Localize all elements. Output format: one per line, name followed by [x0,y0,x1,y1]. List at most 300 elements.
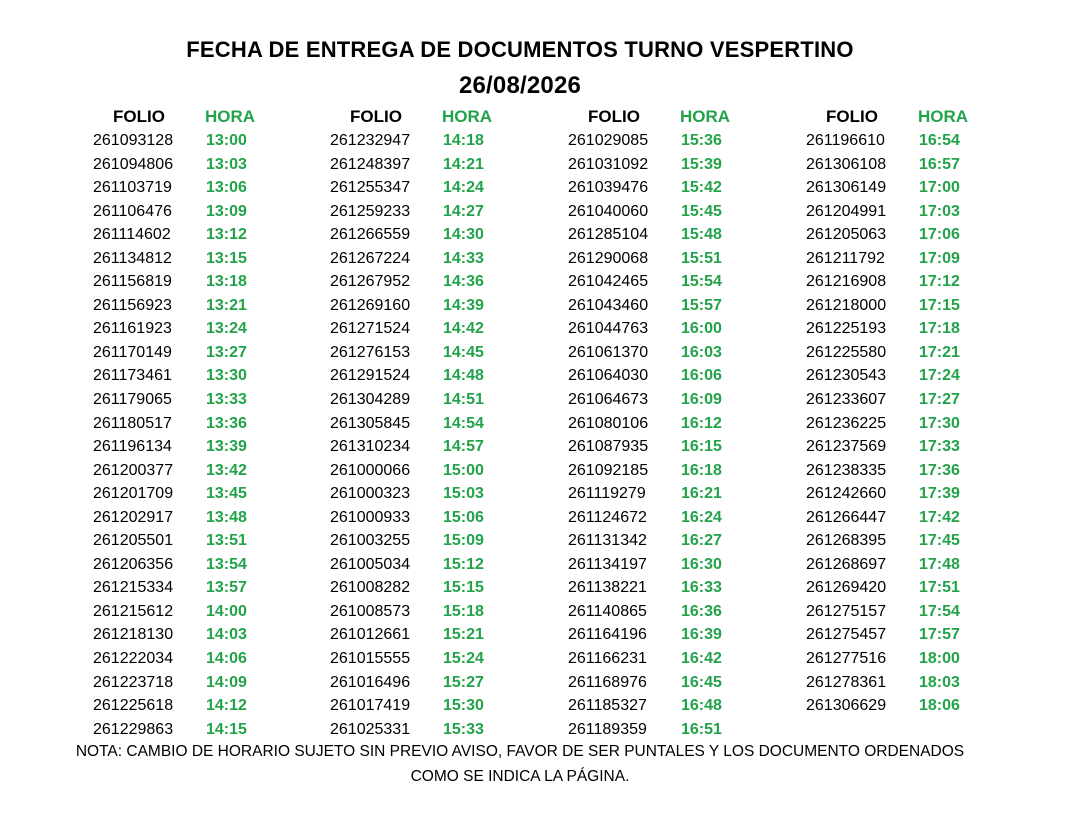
schedule-row [330,364,560,388]
hora-value: 14:54 [443,414,484,432]
schedule-row [330,200,560,224]
schedule-column-4 [806,107,1036,718]
schedule-row [568,364,798,388]
hora-value: 17:51 [919,579,960,597]
schedule-row [806,247,1036,271]
hora-value: 17:27 [919,391,960,409]
schedule-row [806,200,1036,224]
schedule-row [93,553,323,577]
hora-value: 17:45 [919,532,960,550]
folio-header: FOLIO [826,107,878,126]
folio-value: 261064030 [568,367,649,385]
hora-value: 13:48 [206,508,247,526]
hora-value: 15:18 [443,602,484,620]
schedule-rows [330,129,560,741]
hora-value: 13:45 [206,485,247,503]
schedule-row [806,553,1036,577]
folio-value: 261275157 [806,602,887,620]
hora-value: 18:06 [919,697,960,715]
schedule-row [806,317,1036,341]
folio-value: 261268697 [806,555,887,573]
folio-header: FOLIO [113,107,165,126]
hora-value: 16:27 [681,532,722,550]
schedule-row [806,153,1036,177]
folio-value: 261044763 [568,320,649,338]
schedule-row [93,317,323,341]
schedule-row [330,506,560,530]
schedule-row [568,153,798,177]
hora-value: 15:27 [443,673,484,691]
hora-value: 14:27 [443,202,484,220]
hora-header: HORA [442,107,493,126]
hora-value: 18:03 [919,673,960,691]
note-line-1: NOTA: CAMBIO DE HORARIO SUJETO SIN PREVIO AVISO, FAVOR DE SER PUNTALES Y LOS DOCUMENTO ORDENADOS [75,743,965,760]
schedule-row [806,482,1036,506]
schedule-row [93,200,323,224]
folio-value: 261304289 [330,391,411,409]
schedule-row [806,576,1036,600]
folio-value: 261179065 [93,391,172,409]
folio-value: 261211792 [806,249,885,267]
hora-value: 16:48 [681,697,722,715]
hora-value: 13:39 [206,438,247,456]
hora-value: 14:33 [443,249,484,267]
schedule-row [568,176,798,200]
hora-value: 16:45 [681,673,722,691]
schedule-row [330,129,560,153]
folio-value: 261205501 [93,532,174,550]
folio-value: 261173461 [93,367,172,385]
hora-value: 14:39 [443,296,484,314]
folio-value: 261164196 [568,626,647,644]
folio-value: 261031092 [568,155,649,173]
hora-value: 17:30 [919,414,960,432]
hora-value: 14:42 [443,320,484,338]
folio-value: 261230543 [806,367,887,385]
hora-value: 16:18 [681,461,722,479]
hora-header: HORA [680,107,731,126]
schedule-row [93,671,323,695]
hora-value: 17:39 [919,485,960,503]
schedule-row [806,176,1036,200]
schedule-row [806,694,1036,718]
folio-value: 261189359 [568,720,647,738]
schedule-row [330,553,560,577]
folio-header: FOLIO [588,107,640,126]
schedule-row [568,576,798,600]
schedule-row [568,223,798,247]
hora-value: 14:12 [206,697,247,715]
schedule-row [806,412,1036,436]
folio-header: FOLIO [350,107,402,126]
hora-value: 14:18 [443,132,484,149]
hora-value: 16:09 [681,391,722,409]
hora-value: 13:12 [206,226,247,244]
folio-value: 261134812 [93,249,172,267]
hora-value: 14:30 [443,226,484,244]
schedule-row [93,529,323,553]
hora-value: 17:18 [919,320,960,338]
folio-value: 261008282 [330,579,411,597]
hora-value: 13:42 [206,461,247,479]
schedule-row [568,718,798,742]
hora-value: 17:36 [919,461,960,479]
folio-value: 261200377 [93,461,174,479]
schedule-row [330,153,560,177]
schedule-row [330,718,560,742]
hora-value: 14:15 [206,720,247,738]
folio-value: 261291524 [330,367,411,385]
schedule-row [806,459,1036,483]
hora-value: 14:51 [443,391,484,409]
schedule-row [568,482,798,506]
folio-value: 261134197 [568,555,647,573]
folio-value: 261222034 [93,650,174,668]
hora-value: 17:00 [919,179,960,197]
hora-value: 15:24 [443,650,484,668]
folio-value: 261206356 [93,555,174,573]
hora-value: 14:36 [443,273,484,291]
folio-value: 261236225 [806,414,887,432]
folio-value: 261259233 [330,202,411,220]
folio-value: 261180517 [93,414,172,432]
schedule-row [806,270,1036,294]
folio-value: 261092185 [568,461,649,479]
schedule-row [806,364,1036,388]
hora-value: 13:00 [206,132,247,149]
folio-value: 261156819 [93,273,172,291]
hora-value: 13:21 [206,296,247,314]
hora-value: 14:57 [443,438,484,456]
schedule-row [93,459,323,483]
folio-value: 261277516 [806,650,887,668]
schedule-row [806,341,1036,365]
folio-value: 261000323 [330,485,411,503]
hora-value: 17:48 [919,555,960,573]
folio-value: 261306108 [806,155,887,173]
hora-value: 17:33 [919,438,960,456]
hora-value: 14:06 [206,650,247,668]
folio-value: 261106476 [93,202,172,220]
hora-value: 15:54 [681,273,722,291]
hora-value: 16:15 [681,438,722,456]
hora-value: 15:15 [443,579,484,597]
folio-value: 261266559 [330,226,411,244]
hora-value: 13:33 [206,391,247,409]
folio-value: 261225193 [806,320,887,338]
schedule-row [93,435,323,459]
folio-value: 261124672 [568,508,647,526]
schedule-column-2 [330,107,560,741]
schedule-row [93,129,323,153]
folio-value: 261040060 [568,202,649,220]
hora-value: 15:30 [443,697,484,715]
column-header [806,107,1036,129]
hora-value: 16:54 [919,132,960,149]
schedule-row [568,341,798,365]
schedule-row [568,435,798,459]
schedule-row [93,482,323,506]
hora-value: 14:24 [443,179,484,197]
folio-value: 261000933 [330,508,411,526]
folio-value: 261202917 [93,508,174,526]
folio-value: 261306629 [806,697,887,715]
schedule-row [330,270,560,294]
schedule-row [330,600,560,624]
hora-value: 14:03 [206,626,247,644]
folio-value: 261275457 [806,626,887,644]
hora-value: 13:51 [206,532,247,550]
schedule-row [93,623,323,647]
schedule-row [330,694,560,718]
schedule-row [330,412,560,436]
hora-value: 16:36 [681,602,722,620]
hora-value: 16:21 [681,485,722,503]
hora-value: 13:27 [206,343,247,361]
folio-value: 261196134 [93,438,172,456]
hora-value: 15:21 [443,626,484,644]
hora-value: 17:54 [919,602,960,620]
delivery-date: 26/08/2026 [458,72,582,99]
folio-value: 261094806 [93,155,174,173]
hora-value: 17:15 [919,296,960,314]
hora-value: 15:42 [681,179,722,197]
column-header [568,107,798,129]
schedule-row [568,412,798,436]
schedule-row [330,294,560,318]
hora-value: 15:09 [443,532,484,550]
schedule-row [330,482,560,506]
folio-value: 261306149 [806,179,887,197]
folio-value: 261042465 [568,273,649,291]
hora-value: 14:45 [443,343,484,361]
schedule-row [93,223,323,247]
schedule-row [330,435,560,459]
note-line-2: COMO SE INDICA LA PÁGINA. [410,768,630,785]
hora-value: 13:03 [206,155,247,173]
folio-value: 261114602 [93,226,171,244]
folio-value: 261138221 [568,579,647,597]
schedule-row [568,506,798,530]
folio-value: 261185327 [568,697,647,715]
hora-value: 15:36 [681,132,722,149]
hora-value: 17:57 [919,626,960,644]
schedule-row [568,294,798,318]
hora-value: 16:12 [681,414,722,432]
schedule-row [93,718,323,742]
folio-value: 261201709 [93,485,174,503]
folio-value: 261269420 [806,579,887,597]
hora-value: 13:54 [206,555,247,573]
folio-value: 261278361 [806,673,887,691]
folio-value: 261242660 [806,485,887,503]
schedule-row [568,317,798,341]
hora-value: 13:18 [206,273,247,291]
hora-value: 14:21 [443,155,484,173]
hora-value: 16:51 [681,720,722,738]
hora-value: 14:48 [443,367,484,385]
schedule-column-3 [568,107,798,741]
folio-value: 261156923 [93,296,172,314]
hora-value: 18:00 [919,650,960,668]
schedule-row [568,388,798,412]
hora-value: 14:09 [206,673,247,691]
schedule-row [330,317,560,341]
schedule-row [330,176,560,200]
folio-value: 261267952 [330,273,411,291]
schedule-row [93,364,323,388]
schedule-row [806,529,1036,553]
folio-value: 261168976 [568,673,647,691]
folio-value: 261290068 [568,249,649,267]
schedule-row [806,671,1036,695]
hora-value: 17:42 [919,508,960,526]
column-header [330,107,560,129]
folio-value: 261269160 [330,296,411,314]
hora-value: 14:00 [206,602,247,620]
schedule-row [93,247,323,271]
hora-value: 15:39 [681,155,722,173]
folio-value: 261140865 [568,602,647,620]
schedule-row [568,623,798,647]
schedule-row [806,623,1036,647]
schedule-row [330,341,560,365]
folio-value: 261003255 [330,532,411,550]
folio-value: 261266447 [806,508,887,526]
hora-value: 15:12 [443,555,484,573]
schedule-row [93,294,323,318]
schedule-row [330,388,560,412]
schedule-row [806,647,1036,671]
hora-header: HORA [205,107,256,126]
folio-value: 261229863 [93,720,174,738]
hora-value: 15:00 [443,461,484,479]
folio-value: 261310234 [330,438,411,456]
hora-value: 16:30 [681,555,722,573]
schedule-row [568,600,798,624]
schedule-row [568,671,798,695]
hora-value: 17:24 [919,367,960,385]
folio-value: 261233607 [806,391,887,409]
schedule-row [568,553,798,577]
schedule-row [93,647,323,671]
schedule-row [330,576,560,600]
folio-value: 261271524 [330,320,411,338]
schedule-row [806,388,1036,412]
hora-header: HORA [918,107,969,126]
schedule-row [93,412,323,436]
schedule-column-1 [93,107,323,741]
column-header [93,107,323,129]
schedule-row [93,694,323,718]
folio-value: 261166231 [568,650,647,668]
folio-value: 261237569 [806,438,887,456]
folio-value: 261005034 [330,555,411,573]
folio-value: 261215334 [93,579,174,597]
schedule-row [93,341,323,365]
folio-value: 261218000 [806,296,887,314]
hora-value: 15:03 [443,485,484,503]
folio-value: 261087935 [568,438,649,456]
folio-value: 261204991 [806,202,887,220]
folio-value: 261196610 [806,132,885,149]
schedule-row [330,647,560,671]
hora-value: 13:09 [206,202,247,220]
folio-value: 261238335 [806,461,887,479]
schedule-row [568,129,798,153]
folio-value: 261025331 [330,720,411,738]
schedule-row [330,247,560,271]
folio-value: 261016496 [330,673,411,691]
folio-value: 261216908 [806,273,887,291]
folio-value: 261232947 [330,132,411,149]
schedule-row [330,623,560,647]
hora-value: 13:24 [206,320,247,338]
hora-value: 16:00 [681,320,722,338]
schedule-row [93,176,323,200]
hora-value: 16:42 [681,650,722,668]
folio-value: 261255347 [330,179,411,197]
folio-value: 261029085 [568,132,649,149]
schedule-row [806,435,1036,459]
folio-value: 261268395 [806,532,887,550]
folio-value: 261285104 [568,226,649,244]
schedule-row [93,388,323,412]
hora-value: 15:45 [681,202,722,220]
hora-value: 17:12 [919,273,960,291]
schedule-row [806,223,1036,247]
schedule-row [568,694,798,718]
folio-value: 261248397 [330,155,411,173]
folio-value: 261043460 [568,296,649,314]
schedule-row [568,200,798,224]
hora-value: 16:03 [681,343,722,361]
folio-value: 261276153 [330,343,411,361]
schedule-row [330,671,560,695]
schedule-row [806,600,1036,624]
folio-value: 261103719 [93,179,172,197]
folio-value: 261093128 [93,132,174,149]
hora-value: 15:51 [681,249,722,267]
hora-value: 17:06 [919,226,960,244]
schedule-row [93,576,323,600]
folio-value: 261225580 [806,343,887,361]
schedule-row [93,600,323,624]
folio-value: 261017419 [330,697,411,715]
schedule-row [806,294,1036,318]
folio-value: 261064673 [568,391,649,409]
folio-value: 261170149 [93,343,172,361]
folio-value: 261218130 [93,626,174,644]
schedule-row [330,223,560,247]
schedule-row [568,459,798,483]
schedule-rows [568,129,798,741]
folio-value: 261012661 [330,626,411,644]
schedule-row [330,529,560,553]
folio-value: 261225618 [93,697,174,715]
hora-value: 17:03 [919,202,960,220]
schedule-table [0,107,1085,737]
page-title: FECHA DE ENTREGA DE DOCUMENTOS TURNO VESPERTINO [186,37,854,62]
folio-value: 261119279 [568,485,646,503]
schedule-row [93,153,323,177]
hora-value: 13:57 [206,579,247,597]
hora-value: 16:33 [681,579,722,597]
folio-value: 261305845 [330,414,411,432]
schedule-row [93,506,323,530]
folio-value: 261223718 [93,673,174,691]
schedule-row [568,247,798,271]
